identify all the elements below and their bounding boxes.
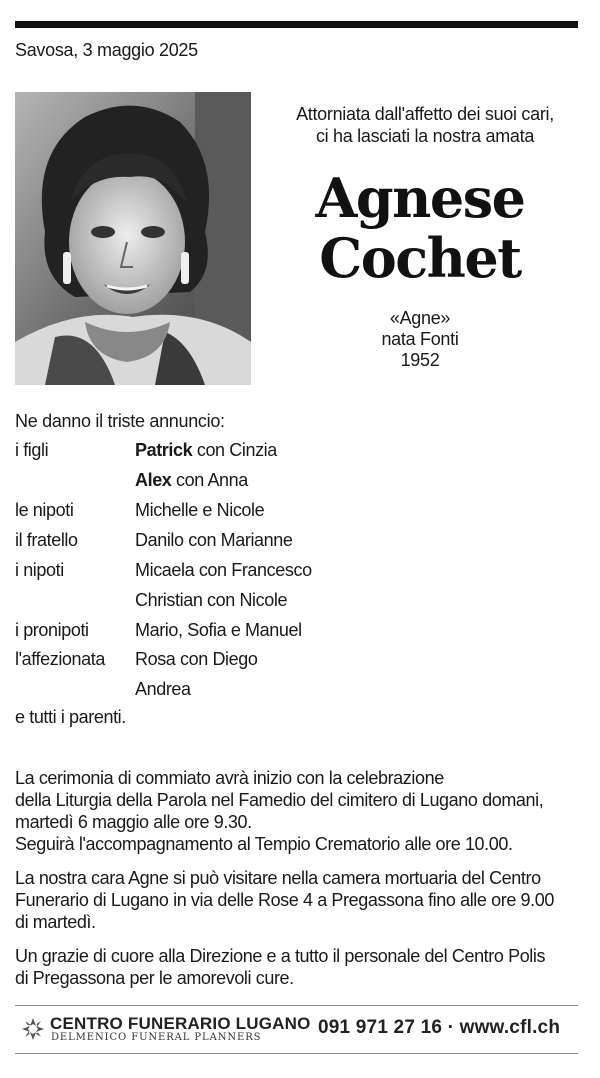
funeral-company-contact: 091 971 27 16 · www.cfl.ch xyxy=(318,1017,561,1038)
date-line: Savosa, 3 maggio 2025 xyxy=(15,40,198,60)
announcement: Ne danno il triste annuncio: xyxy=(15,411,225,431)
relative-label: i pronipoti xyxy=(15,620,89,640)
relative-label: i nipoti xyxy=(15,560,64,580)
relative-names: Mario, Sofia e Manuel xyxy=(135,620,302,640)
relative-names: Micaela con Francesco xyxy=(135,560,312,580)
funeral-company-subtitle: DELMENICO FUNERAL PLANNERS xyxy=(51,1032,262,1043)
relative-names: Christian con Nicole xyxy=(135,590,288,610)
relative-label: le nipoti xyxy=(15,500,74,520)
relative-names: Andrea xyxy=(135,679,191,699)
footer-bottom-divider xyxy=(15,1053,578,1054)
maiden-name: nata Fonti xyxy=(381,329,459,349)
deceased-name xyxy=(270,168,570,288)
intro-line: Attorniata dall'affetto dei suoi cari, xyxy=(296,104,554,124)
footer-top-divider xyxy=(15,1005,578,1006)
relative-label: il fratello xyxy=(15,530,78,550)
thanks-paragraph: Un grazie di cuore alla Direzione e a tutto il personale del Centro Polis di Pregassona per le amorevoli cure. xyxy=(15,946,546,988)
portrait-illustration xyxy=(15,92,251,385)
closing-relatives: e tutti i parenti. xyxy=(15,707,126,727)
funeral-company-name: CENTRO FUNERARIO LUGANO xyxy=(50,1014,311,1033)
cfl-logo-icon xyxy=(20,1016,46,1042)
intro-line: ci ha lasciati la nostra amata xyxy=(315,126,535,146)
visit-paragraph: La nostra cara Agne si può visitare nella camera mortuaria del Centro Funerario di Lugano in via delle Rose 4 a Pregassona fino alle ore 9.00 di martedì. xyxy=(15,868,554,932)
relative-label: l'affezionata xyxy=(15,649,105,669)
top-divider xyxy=(15,21,578,28)
relative-names: Alex con Anna xyxy=(135,470,248,490)
last-name: Cochet xyxy=(319,226,521,290)
first-name: Agnese xyxy=(315,166,525,230)
intro-text xyxy=(270,103,580,147)
relative-label: i figli xyxy=(15,440,49,460)
relative-names: Patrick con Cinzia xyxy=(135,440,277,460)
ceremony-paragraph: La cerimonia di commiato avrà inizio con la celebrazione della Liturgia della Parola nel Famedio del cimitero di Lugano domani, martedì 6 maggio alle ore 9.30. Seguirà l'accompagnamento al Tempio Crematorio alle ore 10.00. xyxy=(15,768,544,854)
relative-names: Michelle e Nicole xyxy=(135,500,265,520)
relative-names: Rosa con Diego xyxy=(135,649,258,669)
portrait-photo xyxy=(15,92,251,385)
deceased-details xyxy=(320,308,520,371)
relative-names: Danilo con Marianne xyxy=(135,530,293,550)
nickname: «Agne» xyxy=(389,308,451,328)
birth-year: 1952 xyxy=(400,350,440,370)
